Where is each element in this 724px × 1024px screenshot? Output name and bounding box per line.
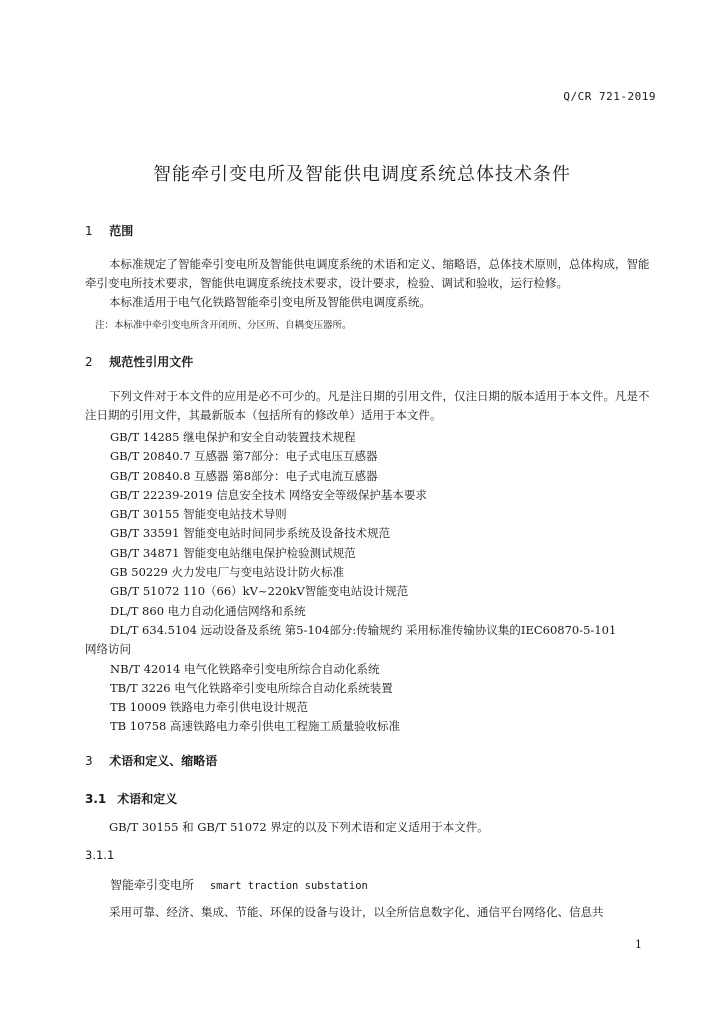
reference-item: GB/T 30155 智能变电站技术导则 bbox=[110, 507, 287, 522]
subsection-title: 术语和定义 bbox=[117, 792, 178, 806]
section-number: 1 bbox=[85, 224, 93, 238]
reference-item-long bbox=[85, 621, 660, 660]
term-entry bbox=[110, 876, 368, 893]
section-title: 范围 bbox=[109, 224, 134, 238]
section-number: 3 bbox=[85, 754, 93, 768]
section-1-heading bbox=[85, 222, 133, 239]
subsection-3-1-heading bbox=[85, 790, 177, 807]
reference-item: GB/T 33591 智能变电站时间同步系统及设备技术规范 bbox=[110, 526, 391, 541]
reference-item: GB/T 22239-2019 信息安全技术 网络安全等级保护基本要求 bbox=[110, 487, 427, 502]
scope-note: 注：本标准中牵引变电所含开闭所、分区所、自耦变压器所。 bbox=[95, 320, 352, 331]
reference-line: DL/T 634.5104 远动设备及系统 第5-104部分:传输规约 采用标准传输协议集的IEC60870-5-101 bbox=[110, 622, 617, 637]
scope-paragraph-2: 本标准适用于电气化铁路智能牵引变电所及智能供电调度系统。 bbox=[109, 295, 431, 309]
term-chinese: 智能牵引变电所 bbox=[110, 878, 195, 892]
standard-code: Q/CR 721-2019 bbox=[563, 90, 656, 103]
section-3-heading bbox=[85, 752, 217, 769]
reference-item: DL/T 860 电力自动化通信网络和系统 bbox=[110, 603, 306, 618]
reference-item: GB/T 20840.7 互感器 第7部分：电子式电压互感器 bbox=[110, 449, 378, 464]
normative-references-list bbox=[85, 428, 660, 737]
reference-line-continuation: 网络访问 bbox=[85, 642, 131, 657]
term-english: smart traction substation bbox=[209, 880, 368, 892]
term-definition: 采用可靠、经济、集成、节能、环保的设备与设计，以全所信息数字化、通信平台网络化、信息共 bbox=[109, 905, 604, 919]
reference-item: GB/T 34871 智能变电站继电保护检验测试规范 bbox=[110, 545, 356, 560]
reference-item: TB 10758 高速铁路电力牵引供电工程施工质量验收标准 bbox=[110, 719, 401, 734]
terms-intro: GB/T 30155 和 GB/T 51072 界定的以及下列术语和定义适用于本文件。 bbox=[109, 820, 489, 834]
reference-item: GB/T 14285 继电保护和安全自动装置技术规程 bbox=[110, 430, 356, 444]
scope-paragraph-1: 本标准规定了智能牵引变电所及智能供电调度系统的术语和定义、缩略语，总体技术原则，总体构成，智能牵引变电所技术要求，智能供电调度系统技术要求，设计要求，检验、调试和验收，运行检修。 bbox=[85, 257, 650, 290]
references-intro: 下列文件对于本文件的应用是必不可少的。凡是注日期的引用文件，仅注日期的版本适用于本文件。凡是不注日期的引用文件，其最新版本（包括所有的修改单）适用于本文件。 bbox=[85, 389, 650, 422]
section-title: 规范性引用文件 bbox=[109, 355, 194, 369]
section-2-heading bbox=[85, 353, 193, 370]
term-number: 3.1.1 bbox=[85, 848, 115, 862]
document-title: 智能牵引变电所及智能供电调度系统总体技术条件 bbox=[153, 164, 571, 185]
section-number: 2 bbox=[85, 355, 93, 369]
page-number: 1 bbox=[635, 938, 642, 951]
reference-item: TB/T 3226 电气化铁路牵引变电所综合自动化系统装置 bbox=[110, 680, 393, 695]
reference-item: GB/T 51072 110（66）kV~220kV智能变电站设计规范 bbox=[110, 584, 409, 599]
subsection-number: 3.1 bbox=[85, 792, 107, 806]
section-title: 术语和定义、缩略语 bbox=[109, 754, 218, 768]
reference-item: NB/T 42014 电气化铁路牵引变电所综合自动化系统 bbox=[110, 661, 380, 676]
reference-item: GB 50229 火力发电厂与变电站设计防火标准 bbox=[110, 565, 345, 580]
reference-item: GB/T 20840.8 互感器 第8部分：电子式电流互感器 bbox=[110, 468, 378, 483]
reference-item: TB 10009 铁路电力牵引供电设计规范 bbox=[110, 700, 309, 715]
